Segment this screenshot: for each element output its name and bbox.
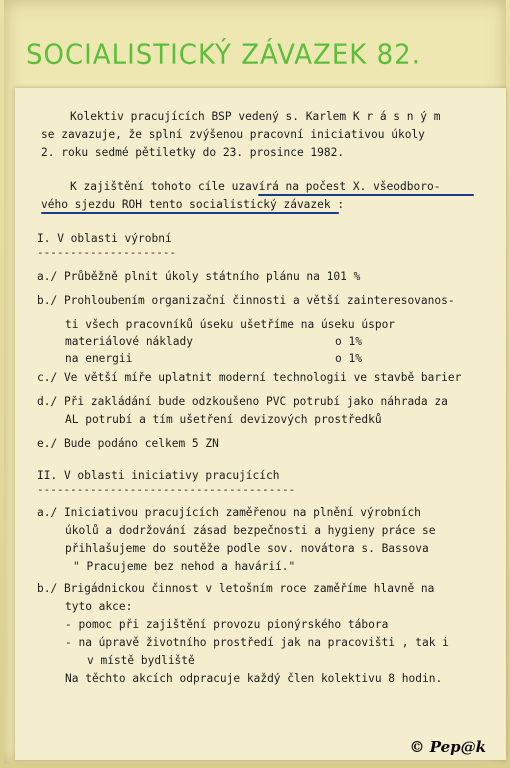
copyright-watermark: © Pep@k: [409, 738, 486, 756]
s1-item-b-cont: ti všech pracovníků úseku ušetříme na úseku úspor: [65, 318, 396, 331]
s2-item-b-bullet1: - pomoc při zajištění provozu pionýrského tábora: [65, 618, 389, 631]
s2-item-a: a./ Iniciativou pracujících zaměřenou na plnění výrobních: [37, 506, 421, 519]
section1-title: I. V oblasti výrobní: [37, 232, 172, 245]
s2-item-a-cont1: úkolů a dodržování zásad bezpečnosti a hygieny práce se: [65, 524, 436, 537]
s1-item-d-cont: AL potrubí a tím ušetření devizových prostředků: [65, 413, 382, 426]
handwritten-underline: [41, 212, 339, 214]
intro-line-3: 2. roku sedmé pětiletky do 23. prosince 1982.: [41, 146, 345, 159]
section1-dashes: ---------------------: [37, 246, 177, 259]
s2-item-b-bullet2: - na úpravě životního prostředí jak na pracovišti , tak i: [65, 636, 449, 649]
s2-item-b: b./ Brigádnickou činnost v letošním roce zaměříme hlavně na: [37, 582, 435, 595]
section2-title: II. V oblasti iniciativy pracujících: [37, 469, 280, 482]
s1-energy-value: o 1%: [335, 352, 362, 365]
typewritten-sheet: [15, 88, 506, 760]
document-heading: SOCIALISTICKÝ ZÁVAZEK 82.: [26, 39, 421, 71]
s2-item-b-cont: tyto akce:: [65, 600, 133, 613]
handwritten-underline: [258, 194, 474, 196]
s1-item-c: c./ Ve větší míře uplatnit moderní technologii ve stavbě barier: [37, 371, 462, 384]
intro-line-2: se zavazuje, že splní zvýšenou pracovní iniciativou úkoly: [41, 128, 425, 141]
s1-item-b-material: materiálové náklady: [65, 335, 193, 348]
s2-item-a-cont2: přihlašujeme do soutěže podle sov. novátora s. Bassova: [65, 542, 429, 555]
section2-dashes: ---------------------------------------: [37, 483, 296, 496]
s1-item-d: d./ Při zakládání bude odzkoušeno PVC potrubí jako náhrada za: [37, 395, 448, 408]
s2-item-b-bullet2-cont: v místě bydliště: [87, 654, 195, 667]
page-background: [4, 0, 506, 764]
s2-closing-line: Na těchto akcích odpracuje každý člen kolektivu 8 hodin.: [65, 672, 443, 685]
s1-item-b-energy: na energii: [65, 352, 133, 365]
para2-line-1: K zajištění tohoto cíle uzavírá na počest X. všeodboro-: [70, 180, 441, 193]
para2-line-2: vého sjezdu ROH tento socialistický závazek :: [41, 198, 345, 211]
s1-item-e: e./ Bude podáno celkem 5 ZN: [37, 437, 219, 450]
s2-item-a-quote: " Pracujeme bez nehod a havárií.": [73, 560, 296, 573]
intro-line-1: Kolektiv pracujících BSP vedený s. Karlem K r á s n ý m: [70, 110, 441, 123]
s1-item-a: a./ Průběžně plnit úkoly státního plánu na 101 %: [37, 270, 361, 283]
s1-item-b: b./ Prohloubením organizační činnosti a větší zainteresovanos-: [37, 294, 455, 307]
s1-material-value: o 1%: [335, 335, 362, 348]
